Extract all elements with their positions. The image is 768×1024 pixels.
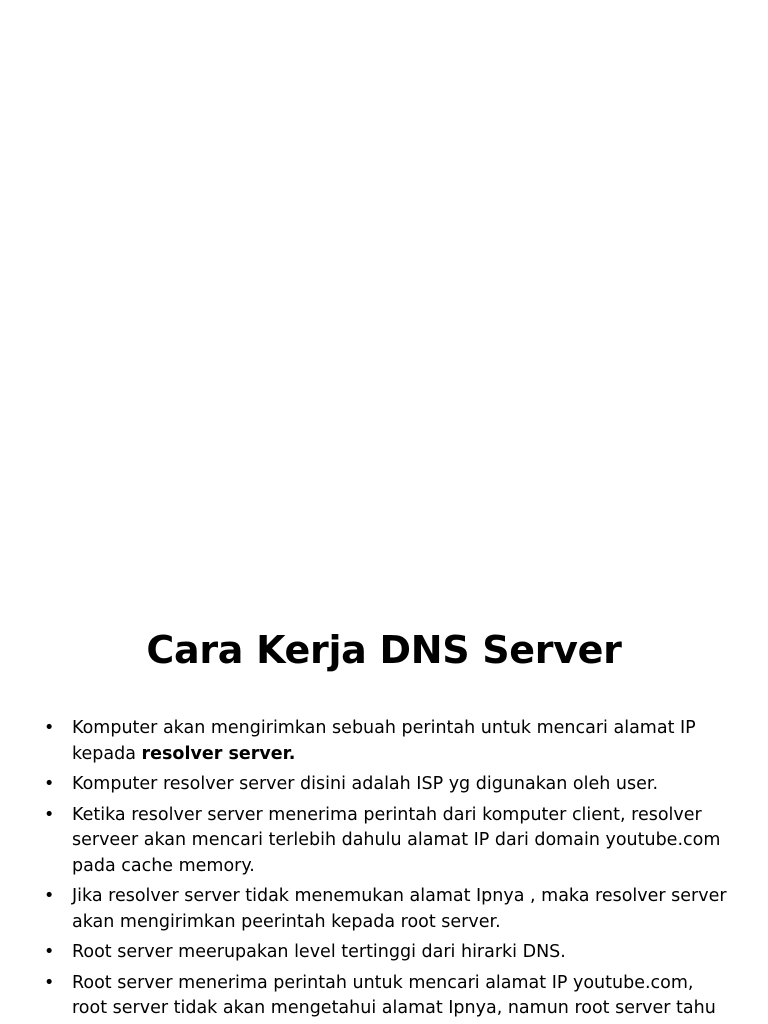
bullet-item [44, 772, 734, 798]
bullet-icon: • [44, 886, 55, 906]
bullet-text: Ketika resolver server menerima perintah dari komputer client, resolver serveer akan mencari terlebih dahulu alamat IP dari domain youtube.com pada cache memory. [72, 804, 721, 876]
bullet-item [44, 716, 734, 767]
slide-title: Cara Kerja DNS Server [146, 628, 622, 672]
bullet-item [44, 940, 734, 966]
bullet-text: Komputer resolver server disini adalah ISP yg digunakan oleh user. [72, 774, 659, 794]
bullet-text: Root server meerupakan level tertinggi dari hirarki DNS. [72, 942, 566, 962]
bullet-item [44, 971, 734, 1022]
bullet-text: Root server menerima perintah untuk mencari alamat IP youtube.com, root server tidak akan mengetahui alamat Ipnya, namun root server tahu [72, 972, 716, 1018]
bullet-icon: • [44, 718, 55, 738]
bullet-icon: • [44, 942, 55, 962]
bullet-icon: • [44, 774, 55, 794]
bullet-list [44, 716, 734, 1024]
bullet-item [44, 803, 734, 880]
bullet-text: Jika resolver server tidak menemukan alamat Ipnya , maka resolver server akan mengirimkan peerintah kepada root server. [72, 886, 727, 932]
bullet-text: Komputer akan mengirimkan sebuah perintah untuk mencari alamat IP kepada [72, 718, 696, 764]
bullet-icon: • [44, 804, 55, 825]
bullet-icon: • [44, 972, 55, 993]
bullet-bold-text: resolver server. [141, 743, 296, 764]
bullet-item [44, 884, 734, 935]
